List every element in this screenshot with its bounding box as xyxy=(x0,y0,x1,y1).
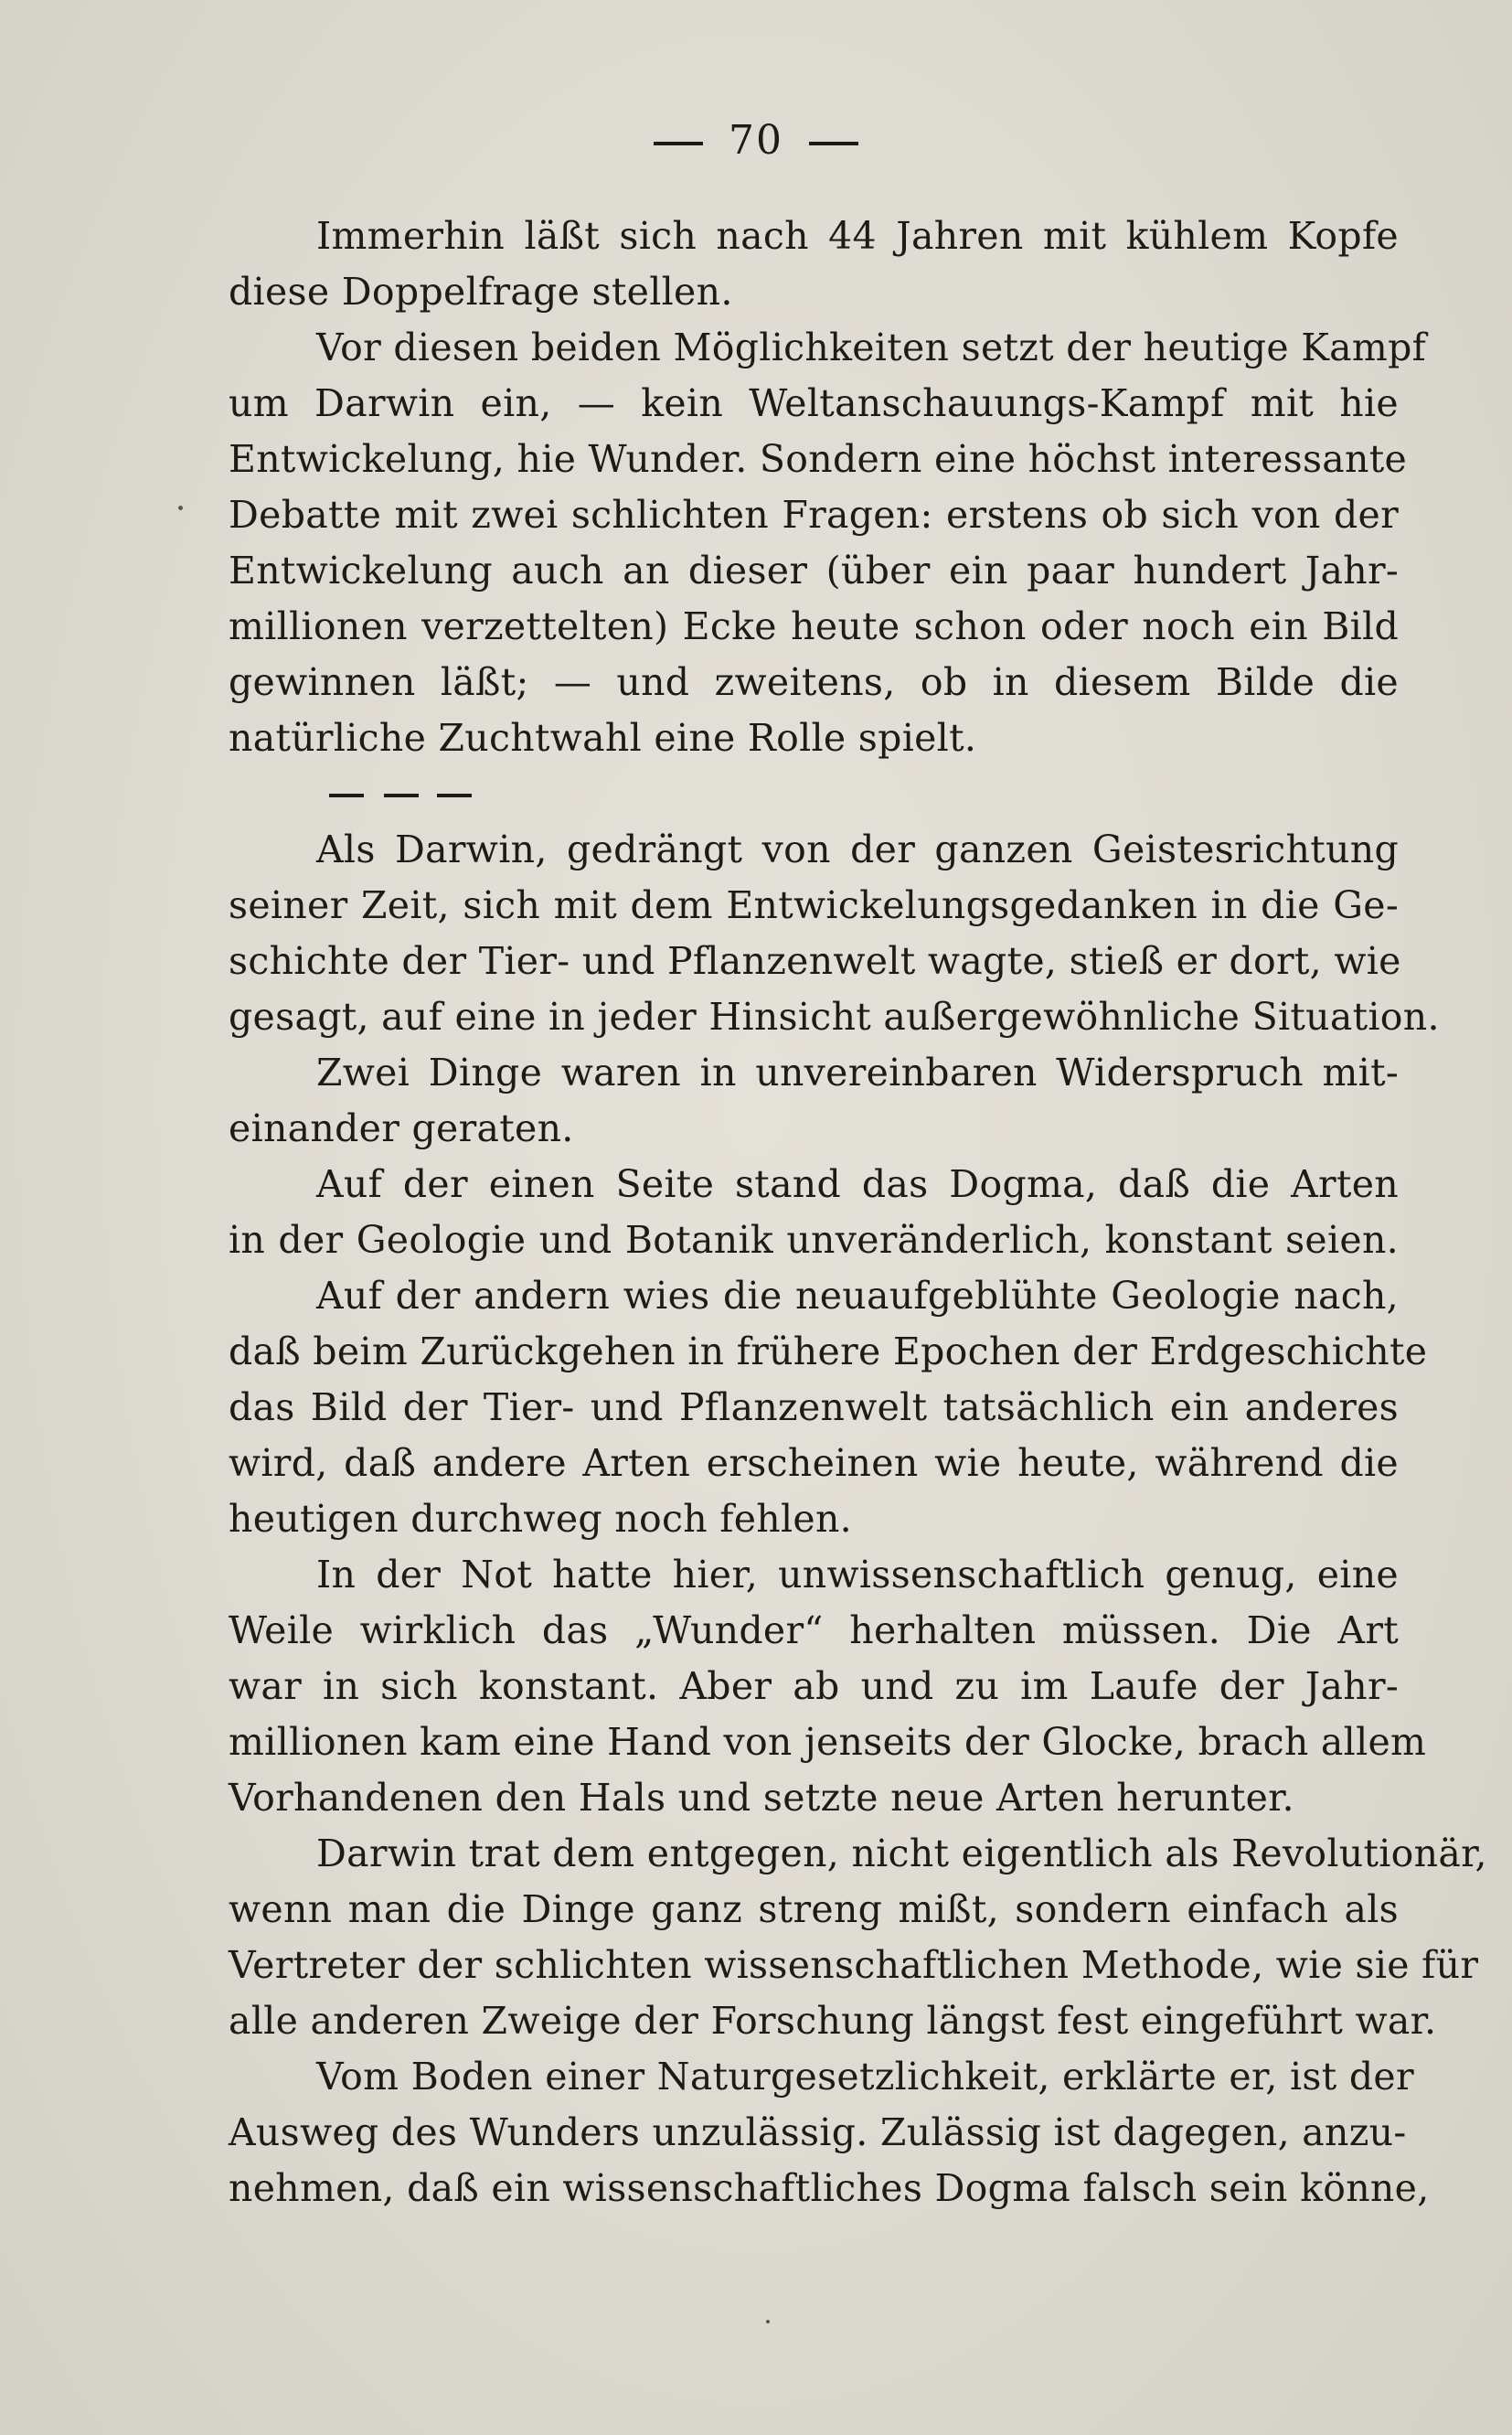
paper-speck xyxy=(766,2320,770,2323)
text-line: Entwickelung auch an dieser (über ein paar hundert Jahr- xyxy=(229,549,1399,593)
separator-dash xyxy=(437,794,472,797)
text-line: schichte der Tier- und Pflanzenwelt wagte, stieß er dort, wie xyxy=(229,939,1401,983)
text-line: Vertreter der schlichten wissenschaftlichen Methode, wie sie für xyxy=(229,1943,1479,1987)
separator-dash xyxy=(384,794,419,797)
text-line: Vor diesen beiden Möglichkeiten setzt der heutige Kampf xyxy=(316,326,1427,369)
body-text xyxy=(229,208,1487,2216)
text-line: millionen kam eine Hand von jenseits der Glocke, brach allem xyxy=(229,1720,1427,1764)
text-line: daß beim Zurückgehen in frühere Epochen der Erdgeschichte xyxy=(229,1330,1428,1373)
text-line: alle anderen Zweige der Forschung längst fest eingeführt war. xyxy=(229,1999,1437,2043)
text-line: heutigen durchweg noch fehlen. xyxy=(229,1497,853,1541)
text-line: um Darwin ein, — kein Weltanschauungs-Kampf mit hie xyxy=(229,381,1399,425)
text-line: Zwei Dinge waren in unvereinbaren Widerspruch mit- xyxy=(316,1051,1399,1095)
header-dash-left xyxy=(654,142,703,145)
text-line: Debatte mit zwei schlichten Fragen: erstens ob sich von der xyxy=(229,493,1399,537)
text-line: Ausweg des Wunders unzulässig. Zulässig ist dagegen, anzu- xyxy=(229,2110,1407,2154)
text-line: war in sich konstant. Aber ab und zu im Laufe der Jahr- xyxy=(229,1664,1399,1708)
text-line: Immerhin läßt sich nach 44 Jahren mit kühlem Kopfe xyxy=(316,214,1399,258)
text-line: Weile wirklich das „Wunder“ herhalten müssen. Die Art xyxy=(229,1608,1399,1652)
text-line: Auf der andern wies die neuaufgeblühte Geologie nach, xyxy=(316,1274,1399,1318)
text-line: natürliche Zuchtwahl eine Rolle spielt. xyxy=(229,716,977,760)
header-dash-right xyxy=(809,142,858,145)
paper-speck xyxy=(178,506,183,510)
text-line: millionen verzettelten) Ecke heute schon oder noch ein Bild xyxy=(229,604,1399,648)
text-line: seiner Zeit, sich mit dem Entwickelungsgedanken in die Ge- xyxy=(229,883,1399,927)
page-number-header xyxy=(0,117,1512,164)
text-line: in der Geologie und Botanik unveränderlich, konstant seien. xyxy=(229,1218,1399,1262)
text-line: Entwickelung, hie Wunder. Sondern eine höchst interessante xyxy=(229,437,1408,481)
text-line: wenn man die Dinge ganz streng mißt, sondern einfach als xyxy=(229,1887,1399,1931)
text-line: wird, daß andere Arten erscheinen wie heute, während die xyxy=(229,1441,1399,1485)
text-line: Als Darwin, gedrängt von der ganzen Geistesrichtung xyxy=(316,828,1399,871)
text-line: Auf der einen Seite stand das Dogma, daß die Arten xyxy=(316,1162,1399,1206)
text-line: Vorhandenen den Hals und setzte neue Arten herunter. xyxy=(229,1776,1294,1820)
page-number: 70 xyxy=(729,117,783,164)
text-line: diese Doppelfrage stellen. xyxy=(229,270,733,314)
text-line: das Bild der Tier- und Pflanzenwelt tatsächlich ein anderes xyxy=(229,1385,1399,1429)
text-line: nehmen, daß ein wissenschaftliches Dogma falsch sein könne, xyxy=(229,2166,1430,2210)
text-line: Vom Boden einer Naturgesetzlichkeit, erklärte er, ist der xyxy=(316,2055,1414,2099)
text-line: In der Not hatte hier, unwissenschaftlich genug, eine xyxy=(316,1553,1399,1597)
text-line: gesagt, auf eine in jeder Hinsicht außergewöhnliche Situation. xyxy=(229,995,1440,1039)
separator-dash xyxy=(329,794,364,797)
text-line: einander geraten. xyxy=(229,1106,574,1150)
text-line: gewinnen läßt; — und zweitens, ob in diesem Bilde die xyxy=(229,660,1399,704)
section-separator xyxy=(229,766,1399,822)
text-line: Darwin trat dem entgegen, nicht eigentlich als Revolutionär, xyxy=(316,1832,1487,1875)
